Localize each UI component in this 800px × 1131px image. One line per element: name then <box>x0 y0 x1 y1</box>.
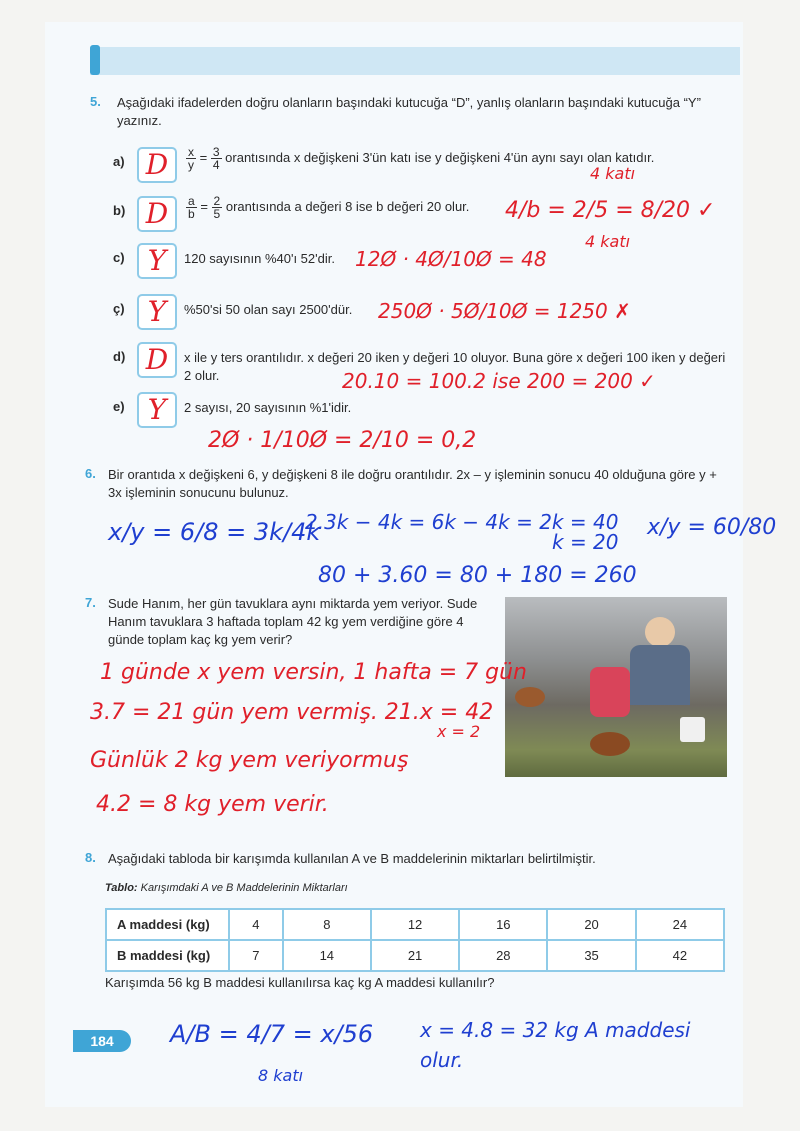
q6-number: 6. <box>85 466 96 481</box>
hw-q6-eq1: 2.3k − 4k = 6k − 4k = 2k = 40 <box>305 510 619 534</box>
table-cell: 4 <box>229 909 283 940</box>
q5c-statement: 120 sayısının %40'ı 52'dir. <box>184 251 335 266</box>
table-row <box>106 909 724 940</box>
q7-text: Sude Hanım, her gün tavuklara aynı miktarda yem veriyor. Sude Hanım tavuklara 3 haftada toplam 42 kg yem verdiğine göre 4 günde toplam kaç kg yem verir? <box>108 596 478 647</box>
header-band <box>90 47 740 75</box>
hw-q7-line1: 1 günde x yem versin, 1 hafta = 7 gün <box>100 660 527 685</box>
page-number: 184 <box>73 1030 131 1052</box>
q5e-statement: 2 sayısı, 20 sayısının %1'idir. <box>184 400 352 415</box>
q5a-statement <box>186 146 654 171</box>
q5d-statement: x ile y ters orantılıdır. x değeri 20 iken y değeri 10 oluyor. Buna göre x değeri 100 iken y değeri 2 olur. <box>184 350 726 383</box>
hw-q7-line2: 3.7 = 21 gün yem vermiş. 21.x = 42 <box>90 700 494 725</box>
chickens-photo <box>505 597 727 777</box>
q5-number: 5. <box>90 94 101 109</box>
q5a-answer-box[interactable]: D <box>137 147 177 183</box>
q5e-answer-box[interactable]: Y <box>137 392 177 428</box>
q7-number: 7. <box>85 595 96 610</box>
fraction <box>211 146 222 171</box>
caption-label: Tablo: <box>105 882 138 894</box>
table-cell: 28 <box>459 940 547 971</box>
fraction <box>186 195 197 220</box>
q5b-statement <box>186 195 469 220</box>
hw-q6-eq2: k = 20 <box>552 530 619 554</box>
hw-q6-result: 80 + 3.60 = 80 + 180 = 260 <box>318 563 637 588</box>
hw-q7-line4: Günlük 2 kg yem veriyormuş <box>90 748 409 773</box>
caption-text: Karışımdaki A ve B Maddelerinin Miktarları <box>140 882 348 894</box>
hw-c-work: 12Ø · 4Ø/10Ø = 48 <box>355 247 547 271</box>
q5b-label: b) <box>113 203 126 218</box>
table-caption <box>105 882 348 894</box>
q8-question: Karışımda 56 kg B maddesi kullanılırsa kaç kg A maddesi kullanılır? <box>105 975 495 990</box>
hw-b-note: 4 katı <box>585 232 631 251</box>
numerator: 2 <box>213 194 221 208</box>
fraction <box>212 195 223 220</box>
table-cell: 8 <box>283 909 371 940</box>
table-cell: 7 <box>229 940 283 971</box>
q5a-label: a) <box>113 154 125 169</box>
hw-q7-line5: 4.2 = 8 kg yem verir. <box>96 792 329 817</box>
q5-text: Aşağıdaki ifadelerden doğru olanların başındaki kutucuğa “D”, yanlış olanların başındaki kutucuğa “Y” yazınız. <box>117 95 701 128</box>
table-cell: 16 <box>459 909 547 940</box>
hw-d-work: 20.10 = 100.2 ise 200 = 200 ✓ <box>342 369 656 393</box>
q5cc-statement: %50'si 50 olan sayı 2500'dür. <box>184 302 353 317</box>
q6-text: Bir orantıda x değişkeni 6, y değişkeni 8 ile doğru orantılıdır. 2x – y işleminin sonucu 40 olduğuna göre y + 3x işleminin sonucunu bulunuz. <box>108 467 717 500</box>
header-tab <box>90 45 100 75</box>
q5d-answer-box[interactable]: D <box>137 342 177 378</box>
statement-text: orantısında a değeri 8 ise b değeri 20 olur. <box>225 198 470 214</box>
row-header: A maddesi (kg) <box>106 909 229 940</box>
table-cell: 12 <box>371 909 459 940</box>
statement-text: orantısında x değişkeni 3'ün katı ise y değişkeni 4'ün aynı sayı olan katıdır. <box>225 149 655 165</box>
table-cell: 35 <box>547 940 635 971</box>
numerator: 3 <box>212 145 220 159</box>
hw-q8-note: 8 katı <box>258 1066 304 1085</box>
table-row <box>106 940 724 971</box>
fraction <box>186 146 196 171</box>
hw-q6-ratio: x/y = 6/8 = 3k/4k <box>108 518 321 546</box>
table-cell: 14 <box>283 940 371 971</box>
hw-q8-ratio: A/B = 4/7 = x/56 <box>170 1020 374 1048</box>
q8-number: 8. <box>85 850 96 865</box>
q5cc-label: ç) <box>113 301 125 316</box>
denominator: y <box>188 158 194 172</box>
hw-cc-work: 250Ø · 5Ø/10Ø = 1250 ✗ <box>378 299 631 323</box>
equals: = <box>200 198 208 214</box>
hw-e-work: 2Ø · 1/10Ø = 2/10 = 0,2 <box>208 428 477 453</box>
q5c-label: c) <box>113 250 125 265</box>
q5b-answer-box[interactable]: D <box>137 196 177 232</box>
table-cell: 42 <box>636 940 724 971</box>
row-header: B maddesi (kg) <box>106 940 229 971</box>
q5cc-answer-box[interactable]: Y <box>137 294 177 330</box>
amounts-table <box>105 908 725 972</box>
hw-q7-line3: x = 2 <box>437 722 481 741</box>
table-cell: 21 <box>371 940 459 971</box>
q5e-label: e) <box>113 399 125 414</box>
hw-q8-result: x = 4.8 = 32 kg A maddesi olur. <box>420 1018 691 1072</box>
q8-text: Aşağıdaki tabloda bir karışımda kullanılan A ve B maddelerinin miktarları belirtilmiştir. <box>108 851 596 866</box>
hw-a-note: 4 katı <box>590 164 636 183</box>
q5c-answer-box[interactable]: Y <box>137 243 177 279</box>
denominator: b <box>188 207 195 221</box>
q5d-label: d) <box>113 349 126 364</box>
table-cell: 24 <box>636 909 724 940</box>
hw-q6-ratio2: x/y = 60/80 <box>647 515 777 540</box>
numerator: x <box>188 145 194 159</box>
hw-b-work: 4/b = 2/5 = 8/20 ✓ <box>505 198 716 223</box>
table-cell: 20 <box>547 909 635 940</box>
equals: = <box>199 149 208 165</box>
denominator: 5 <box>213 207 221 221</box>
denominator: 4 <box>212 158 220 172</box>
numerator: a <box>188 194 195 208</box>
